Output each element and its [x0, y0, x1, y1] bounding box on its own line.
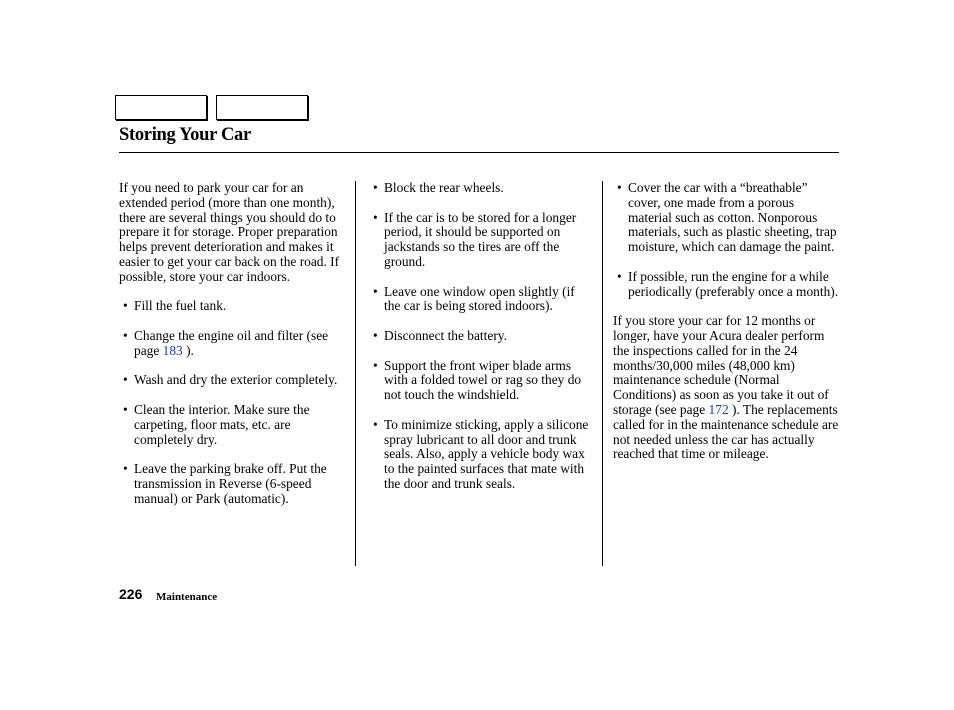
column-3	[613, 181, 841, 477]
page-title: Storing Your Car	[119, 125, 251, 145]
nav-tab-box-1[interactable]	[115, 95, 207, 120]
list-item-silicone-spray: • To minimize sticking, apply a silicone spray lubricant to all door and trunk seals. Also, apply a vehicle body wax to the painted surfaces that mate with the door and trunk seals.	[369, 418, 593, 492]
page-183-link[interactable]: 183	[162, 342, 183, 358]
oil-text-after: ).	[182, 342, 194, 358]
section-label: Maintenance	[156, 591, 218, 603]
closing-text-before: If you store your car for 12 months or longer, have your Acura dealer perform the inspections called for in the 24 months/30,000 miles (48,000 km) maintenance schedule (Normal Conditions) as soon as you take it out of storage (see page	[613, 313, 829, 417]
intro-paragraph: If you need to park your car for an extended period (more than one month), there are several things you should do to prepare it for storage. Proper preparation helps prevent deterioration and makes it easier to get your car back on the road. If possible, store your car indoors.	[119, 180, 340, 284]
list-item-run-engine: • If possible, run the engine for a while periodically (preferably once a month).	[613, 270, 841, 300]
closing-paragraph	[613, 314, 841, 462]
list-item-fill-fuel: • Fill the fuel tank.	[119, 299, 345, 314]
column-1	[119, 181, 345, 521]
nav-tab-box-2[interactable]	[216, 95, 308, 120]
list-item-window-open: • Leave one window open slightly (if the car is being stored indoors).	[369, 285, 593, 315]
list-item-disconnect-battery: • Disconnect the battery.	[369, 329, 593, 344]
column-2	[369, 181, 593, 507]
list-item-wash-exterior: • Wash and dry the exterior completely.	[119, 373, 345, 388]
page-number: 226	[119, 586, 143, 602]
list-item-block-wheels: • Block the rear wheels.	[369, 181, 593, 196]
list-item-parking-brake: • Leave the parking brake off. Put the transmission in Reverse (6-speed manual) or Park (automatic).	[119, 462, 345, 506]
closing-text-after: ). The replacements called for in the maintenance schedule are not needed unless the car has actually reached that time or mileage.	[613, 401, 839, 462]
page-172-link[interactable]: 172	[708, 401, 729, 417]
column-divider-2	[602, 181, 603, 566]
list-item-jackstands: • If the car is to be stored for a longer period, it should be supported on jackstands so the tires are off the ground.	[369, 211, 593, 270]
list-item-wiper-blades: • Support the front wiper blade arms with a folded towel or rag so they do not touch the windshield.	[369, 359, 593, 403]
oil-text-before: Change the engine oil and filter (see page	[134, 327, 329, 358]
column-divider-1	[355, 181, 356, 566]
title-divider	[119, 152, 839, 153]
list-item-cover-car: • Cover the car with a “breathable” cover, one made from a porous material such as cotton. Nonporous materials, such as plastic sheeting, trap moisture, which can damage the paint.	[613, 181, 841, 255]
list-item-clean-interior: • Clean the interior. Make sure the carpeting, floor mats, etc. are completely dry.	[119, 403, 345, 447]
list-item-change-oil	[119, 329, 345, 359]
